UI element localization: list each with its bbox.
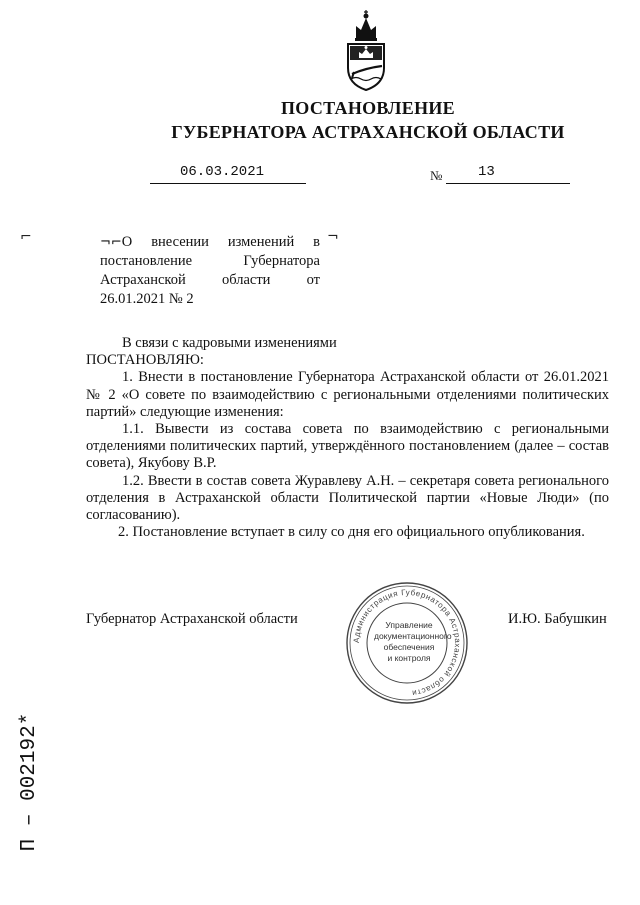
- document-number: 13: [478, 164, 495, 180]
- document-date: 06.03.2021: [180, 164, 265, 180]
- subject-corner-mark: ¬⌐: [100, 235, 122, 250]
- stamp-line-2: документационного: [374, 631, 452, 641]
- subject-text: О внесении изменений в постановление Губернатора Астраханской области от 26.01.2021 № 2: [100, 234, 320, 307]
- document-type-title: ПОСТАНОВЛЕНИЕ: [281, 98, 455, 118]
- stamp-line-4: и контроля: [387, 653, 431, 663]
- coat-of-arms-icon: [342, 8, 390, 92]
- decree-word: ПОСТАНОВЛЯЮ:: [86, 352, 204, 369]
- stamp-line-1: Управление: [385, 620, 433, 630]
- intro-paragraph: В связи с кадровыми изменениями: [122, 335, 337, 351]
- stamp-inner-text: [374, 620, 452, 664]
- item-2: 2. Постановление вступает в силу со дня его официального опубликования.: [118, 524, 585, 541]
- document-subject: [100, 233, 320, 309]
- item-1: 1. Внести в постановление Губернатора Астраханской области от 26.01.2021 № 2 «О совете по взаимодействию с региональными отделениями политических партий» следующие изменения:: [86, 369, 609, 420]
- number-sign: №: [430, 168, 443, 183]
- stamp-line-3: обеспечения: [383, 642, 435, 652]
- serial-number: П – 002192*: [18, 712, 41, 852]
- signer-title: Губернатор Астраханской области: [86, 611, 298, 627]
- item-1-1: 1.1. Вывести из состава совета по взаимодействию с региональными отделениями политических партий, утверждённого постановлением (далее – состав совета), Якубову В.Р.: [86, 421, 609, 472]
- signer-name: И.Ю. Бабушкин: [508, 611, 607, 627]
- date-underline: [150, 183, 306, 184]
- document-body: [86, 335, 609, 541]
- corner-mark-right: ¬: [327, 229, 339, 245]
- issuer-title: ГУБЕРНАТОРА АСТРАХАНСКОЙ ОБЛАСТИ: [171, 122, 565, 142]
- number-underline: [446, 183, 570, 184]
- stamp-ring-text: Администрация Губернатора Астраханской области: [351, 587, 463, 698]
- item-1-2: 1.2. Ввести в состав совета Журавлеву А.Н. – секретаря совета регионального отделения в Астраханской области Политической партии «Новые Люди» (по согласованию).: [86, 472, 609, 524]
- corner-mark-left: ⌐: [20, 229, 32, 245]
